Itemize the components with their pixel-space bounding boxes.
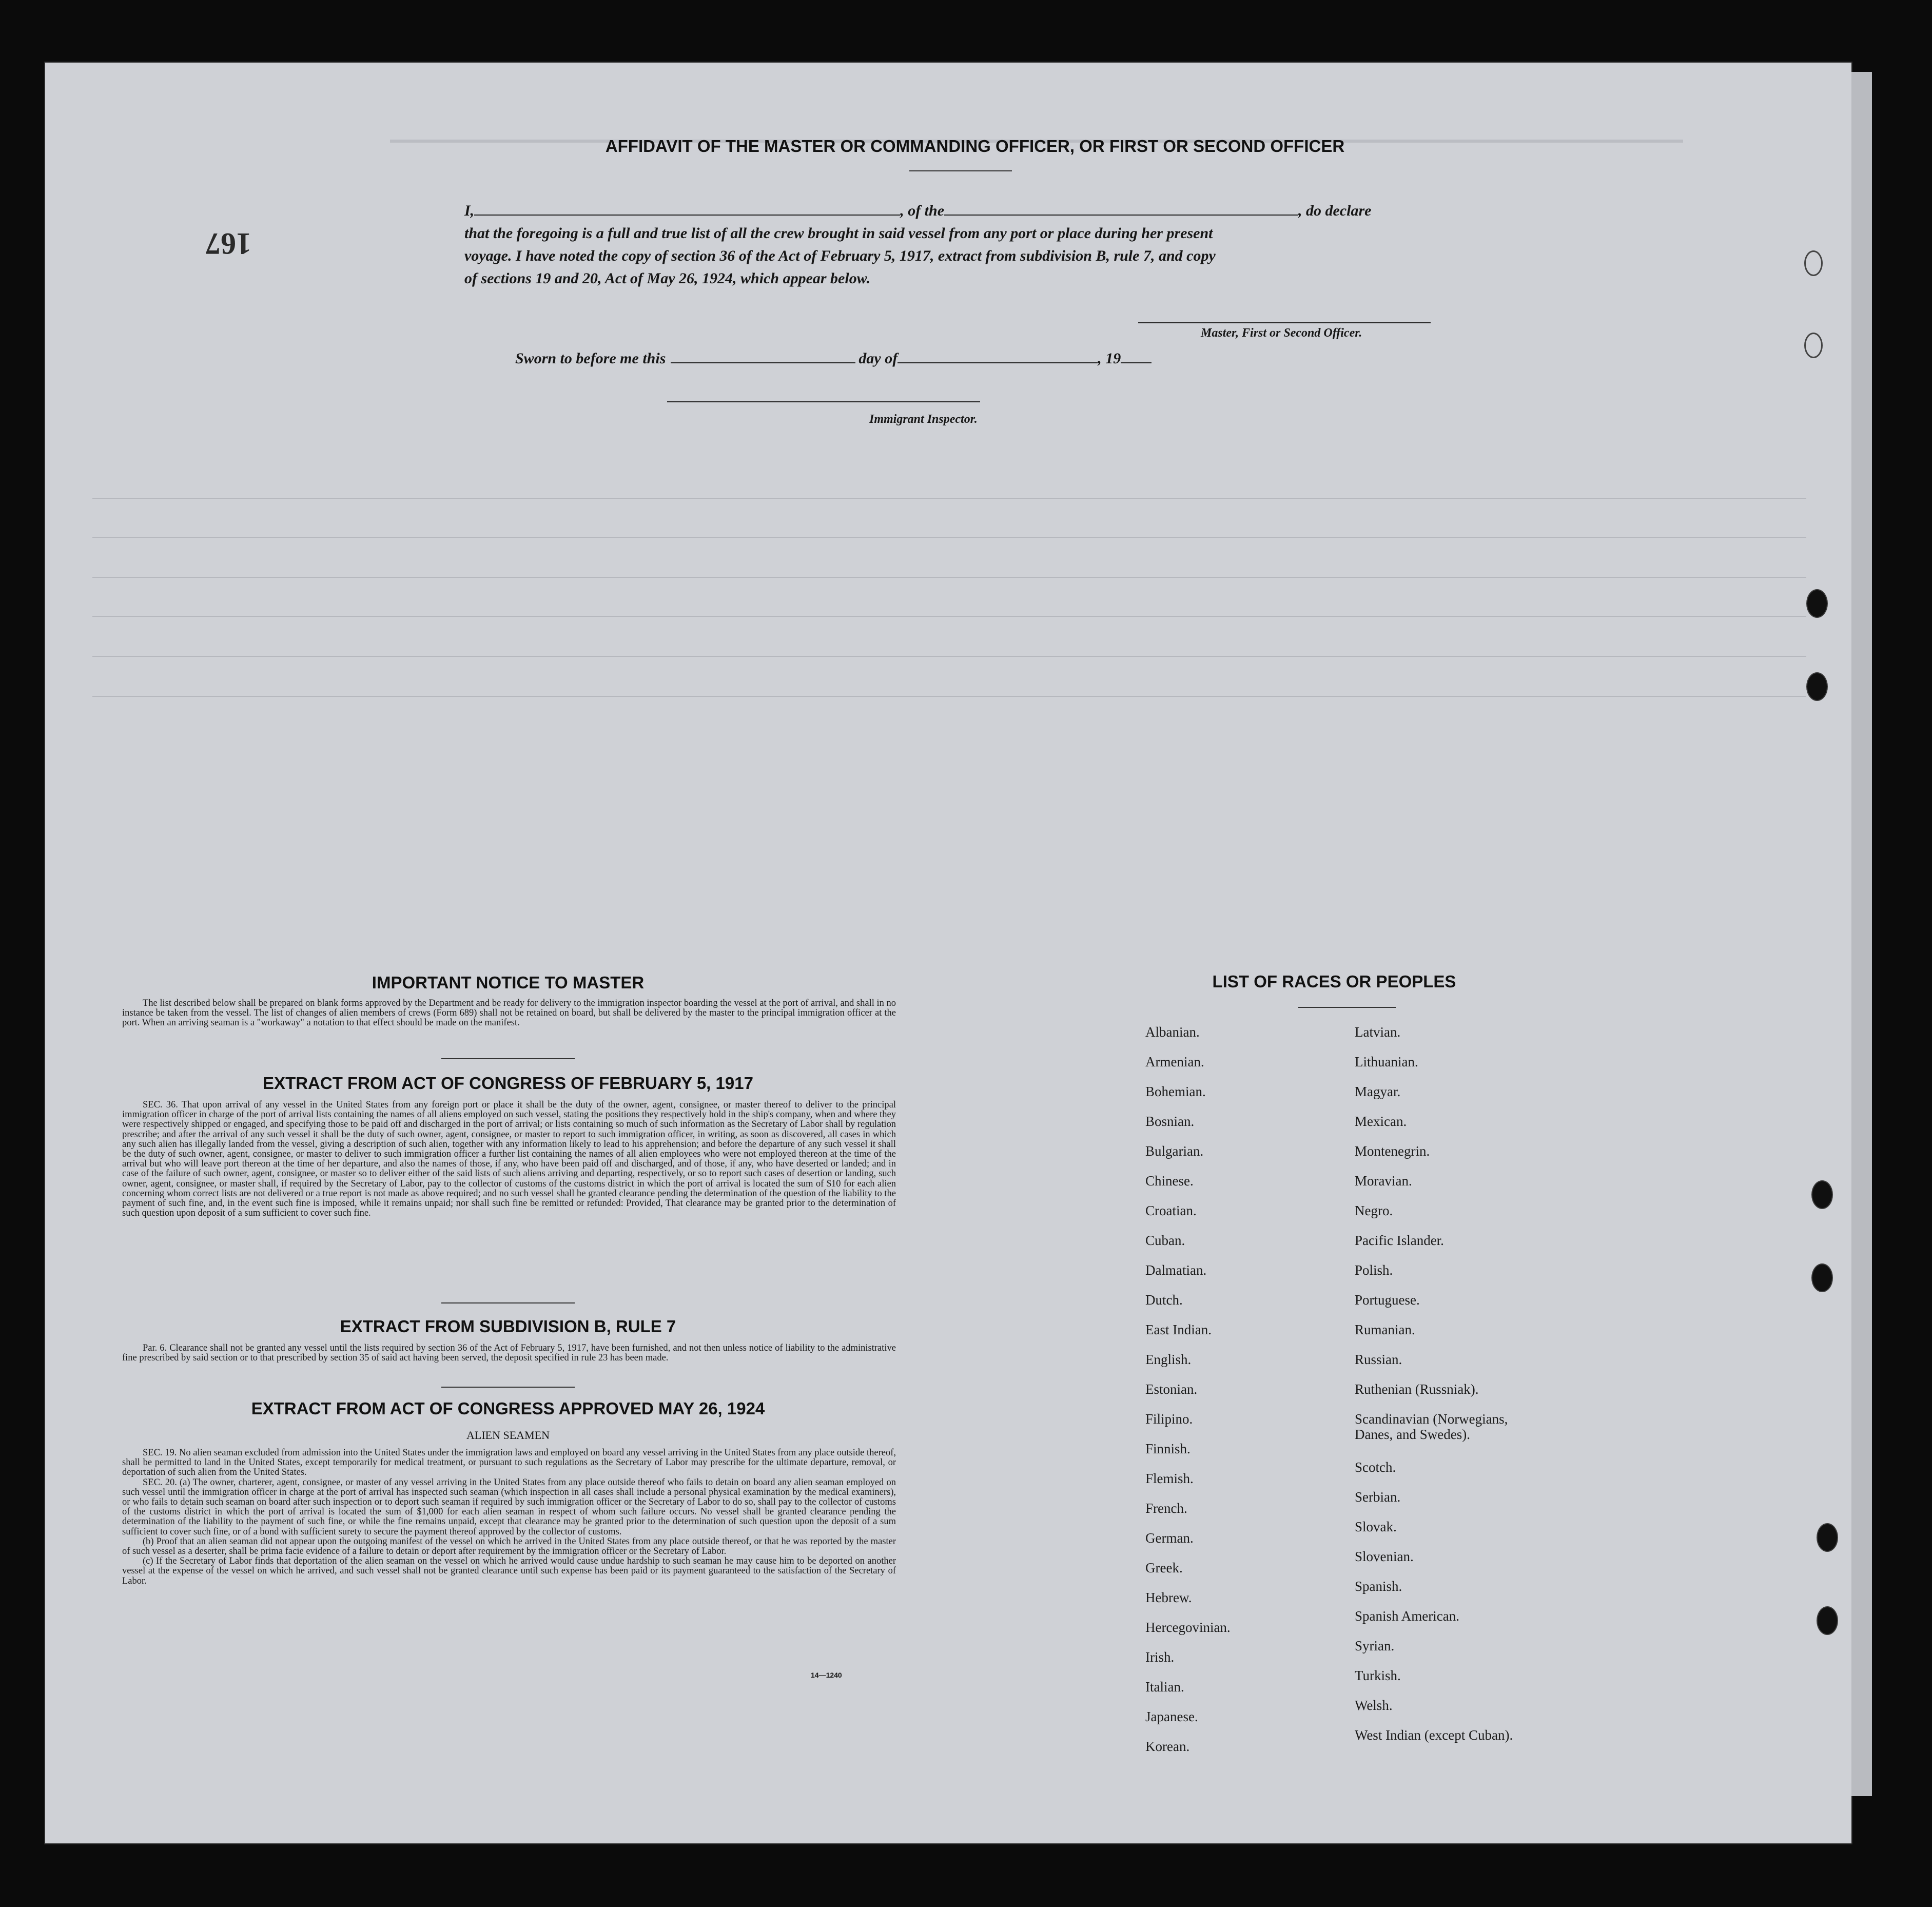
form-number: 14—1240: [811, 1671, 842, 1679]
race-item: Rumanian.: [1355, 1322, 1415, 1337]
sworn-year-blank[interactable]: [1121, 347, 1152, 363]
vessel-blank[interactable]: [944, 199, 1298, 216]
race-item: Spanish.: [1355, 1579, 1402, 1594]
race-item: East Indian.: [1145, 1322, 1212, 1337]
master-signature-line[interactable]: [1138, 322, 1431, 323]
race-item: Slovak.: [1355, 1519, 1397, 1534]
sheet-edge: [1851, 72, 1872, 1796]
bleed-through-rule: [92, 616, 1806, 617]
binding-hole-icon: [1811, 1180, 1833, 1209]
race-item: Albanian.: [1145, 1024, 1200, 1040]
race-item: Welsh.: [1355, 1698, 1393, 1713]
race-item: Scandinavian (Norwegians, Danes, and Swedes).: [1355, 1411, 1508, 1442]
race-item: Hebrew.: [1145, 1590, 1192, 1605]
race-item: Finnish.: [1145, 1441, 1191, 1456]
affidavit-line-3: voyage. I have noted the copy of section 36 of the Act of February 5, 1917, extract from subdivision B, rule 7, and copy: [464, 247, 1216, 264]
race-item: Syrian.: [1355, 1638, 1395, 1653]
sworn-prefix: Sworn to before me this: [515, 350, 666, 367]
sec-20c-paragraph: (c) If the Secretary of Labor finds that deportation of the alien seaman on the vessel on which he arrived would cause undue hardship to such seaman he may cause him to be deported on another vessel at the expense of the vessel on which he arrived, and such vessel shall not be granted clearance until such expense has been paid or its payment guaranteed to the satisfaction of the Secretary of Labor.: [122, 1556, 896, 1586]
races-right-column: [1355, 1024, 1683, 1757]
race-item: Irish.: [1145, 1649, 1175, 1665]
title-rule: [909, 170, 1012, 171]
races-left-column: [1145, 1024, 1340, 1768]
alien-seamen-subtitle: ALIEN SEAMEN: [466, 1429, 550, 1442]
section-rule: [441, 1387, 575, 1388]
race-item: Hercegovinian.: [1145, 1620, 1231, 1635]
sworn-day-of: day of: [858, 350, 898, 367]
race-item: Ruthenian (Russniak).: [1355, 1381, 1479, 1397]
race-item: Negro.: [1355, 1203, 1393, 1218]
sec-19-paragraph: SEC. 19. No alien seaman excluded from admission into the United States under the immigration laws and employed on board any vessel arriving in the United States from any place outside thereof, shall be permitted to land in the United States, except temporarily for medical treatment, or pursuant to such regulations as the Secretary of Labor may prescribe for the ultimate departure, removal, or deportation of such alien from the United States.: [122, 1448, 896, 1478]
race-item: Greek.: [1145, 1560, 1183, 1575]
name-blank[interactable]: [474, 199, 900, 216]
sworn-month-blank[interactable]: [897, 347, 1098, 363]
race-item: Russian.: [1355, 1352, 1402, 1367]
race-item: Pacific Islander.: [1355, 1233, 1444, 1248]
extract-1924-title: EXTRACT FROM ACT OF CONGRESS APPROVED MAY 26, 1924: [251, 1399, 765, 1418]
affidavit-i: I,: [464, 202, 475, 219]
sworn-date-blank[interactable]: [671, 347, 855, 363]
race-item: Moravian.: [1355, 1173, 1412, 1189]
race-item: Polish.: [1355, 1262, 1393, 1278]
bleed-through-rule: [92, 537, 1806, 538]
sworn-line: [515, 347, 1152, 367]
affidavit-title: AFFIDAVIT OF THE MASTER OR COMMANDING OFFICER, OR FIRST OR SECOND OFFICER: [605, 137, 1345, 155]
race-item: Cuban.: [1145, 1233, 1185, 1248]
race-item: Serbian.: [1355, 1489, 1401, 1505]
race-item: Spanish American.: [1355, 1608, 1459, 1624]
binding-hole-icon: [1811, 1263, 1833, 1292]
extract-1917-title: EXTRACT FROM ACT OF CONGRESS OF FEBRUARY 5, 1917: [263, 1074, 753, 1093]
binding-hole-icon: [1804, 250, 1823, 276]
notice-paragraph: The list described below shall be prepared on blank forms approved by the Department and be ready for delivery to the immigration inspector boarding the vessel at the port of arrival, and shall in no instance be taken from the vessel. The list of changes of alien members of crews (Form 689) shall not be retained on board, but shall be delivered by the master to the principal immigration officer at the port. When an arriving seaman is a "workaway" a notation to that effect should be made on the manifest.: [122, 998, 896, 1028]
bleed-through-rule: [92, 577, 1806, 578]
affidavit-of-the: , of the: [900, 202, 945, 219]
binding-hole-icon: [1806, 672, 1828, 701]
race-item: Filipino.: [1145, 1411, 1193, 1427]
race-item: Dutch.: [1145, 1292, 1183, 1308]
races-title: LIST OF RACES OR PEOPLES: [1212, 972, 1456, 991]
binding-hole-icon: [1817, 1606, 1838, 1635]
bleed-through-rule: [92, 656, 1806, 657]
race-item: Bosnian.: [1145, 1114, 1195, 1129]
race-item: Italian.: [1145, 1679, 1184, 1695]
race-item: Estonian.: [1145, 1381, 1198, 1397]
race-item: Korean.: [1145, 1739, 1190, 1754]
bleed-through-rule: [92, 696, 1806, 697]
sec-20b-paragraph: (b) Proof that an alien seaman did not appear upon the outgoing manifest of the vessel on which he arrived in the United States from any place outside thereof, or that he was reported by the master of such vessel as a deserter, shall be prima facie evidence of a failure to detain or deport after requirement by the immigration officer or the Secretary of Labor.: [122, 1536, 896, 1557]
par-6-paragraph: Par. 6. Clearance shall not be granted any vessel until the lists required by section 36 of the Act of February 5, 1917, have been furnished, and not then unless notice of liability to the administrative fine prescribed by said section or to that prescribed by section 35 of said act having been served, the deposit specified in rule 23 has been made.: [122, 1343, 896, 1364]
inspector-signature-line[interactable]: [667, 401, 980, 402]
race-item: Slovenian.: [1355, 1549, 1414, 1564]
race-item: Flemish.: [1145, 1471, 1194, 1486]
race-item: Turkish.: [1355, 1668, 1401, 1683]
notice-title: IMPORTANT NOTICE TO MASTER: [372, 973, 645, 992]
race-item: German.: [1145, 1530, 1194, 1546]
section-rule: [441, 1058, 575, 1059]
affidavit-line-2: that the foregoing is a full and true list of all the crew brought in said vessel from any port or place during her present: [464, 225, 1213, 242]
race-item: Bohemian.: [1145, 1084, 1206, 1099]
binding-hole-icon: [1804, 333, 1823, 358]
race-item: Dalmatian.: [1145, 1262, 1207, 1278]
race-item: West Indian (except Cuban).: [1355, 1727, 1513, 1743]
affidavit-body: [464, 199, 1465, 290]
binding-hole-icon: [1806, 589, 1828, 618]
binding-hole-icon: [1817, 1523, 1838, 1552]
race-item: Croatian.: [1145, 1203, 1197, 1218]
race-item: Lithuanian.: [1355, 1054, 1418, 1069]
master-caption: Master, First or Second Officer.: [1201, 326, 1362, 340]
affidavit-declare: , do declare: [1298, 202, 1372, 219]
bleed-through-rule: [92, 498, 1806, 499]
race-item: English.: [1145, 1352, 1192, 1367]
section-rule: [441, 1302, 575, 1303]
sworn-year: , 19: [1098, 350, 1121, 367]
race-item: Chinese.: [1145, 1173, 1194, 1189]
notice-text: [122, 999, 896, 1028]
race-item: Japanese.: [1145, 1709, 1198, 1724]
race-item: French.: [1145, 1501, 1187, 1516]
race-item: Bulgarian.: [1145, 1143, 1204, 1159]
rule-7-text: [122, 1344, 896, 1363]
rule-7-title: EXTRACT FROM SUBDIVISION B, RULE 7: [340, 1317, 676, 1336]
sec-36-paragraph: SEC. 36. That upon arrival of any vessel in the United States from any foreign port or place it shall be the duty of the owner, agent, consignee, or master thereof to deliver to the principal immigration officer in charge of the port of arrival lists containing the names of all aliens employed on such vessel, stating the positions they respectively hold in the ship's company, when and where they were respectively shipped or engaged, and specifying those to be paid off and discharged in the port of arrival; or lists containing so much of such information as the Secretary of Labor shall by regulation prescribe; and after the arrival of any such vessel it shall be the duty of such owner, agent, consignee, or master to report to such immigration officer, in writing, as soon as discovered, all cases in which any such alien has illegally landed from the vessel, giving a description of such alien, together with any information likely to lead to his apprehension; and before the departure of any such vessel it shall be the duty of such owner, agent, consignee, or master to deliver to such immigration officer a further list containing the names of all alien employees who were not employed thereon at the time of the arrival but who will leave port thereon at the time of her departure, and also the names of those, if any, who have been paid off and discharged, and of those, if any, who have deserted or landed; and in case of the failure of such owner, agent, consignee, or master so to deliver either of the said lists of such aliens arriving and departing, respectively, or so to report such cases of desertion or landing, such owner, agent, consignee, or master shall, if required by the Secretary of Labor, pay to the collector of customs of the customs district in which the port of arrival is located the sum of $10 for each alien concerning whom correct lists are not delivered or a true report is not made as above required; and no such vessel shall be granted clearance pending the determination of the question of the liability to the payment of such fine, and, in the event such fine is imposed, while it remains unpaid; nor shall such fine be remitted or refunded: Provided, That clearance may be granted prior to the determination of such question upon deposit of a sum sufficient to cover such fine.: [122, 1100, 896, 1219]
race-item: Montenegrin.: [1355, 1143, 1430, 1159]
extract-1924-text: [122, 1448, 896, 1586]
extract-1917-text: [122, 1100, 896, 1218]
sec-20a-paragraph: SEC. 20. (a) The owner, charterer, agent, consignee, or master of any vessel arriving in the United States from any place outside thereof who fails to detain on board any alien seaman employed on such vessel until the immigration officer in charge at the port of arrival has inspected such seaman (which inspection in all cases shall include a personal physical examination by the medical examiners), or who fails to detain such seaman on board after such inspection or to deport such seaman if required by such immigration officer or the Secretary of Labor to do so, shall pay to the collector of customs of the customs district in which the port of arrival is located the sum of $1,000 for each alien seaman in respect of whom such failure occurs. No vessel shall be granted clearance pending the determination of the liability to the payment of such fine, or while the fine remains unpaid, except that clearance may be granted prior to the determination of such question upon the deposit of a sum sufficient to cover such fine, or of a bond with sufficient surety to secure the payment thereof approved by the collector of customs.: [122, 1477, 896, 1537]
race-item: Magyar.: [1355, 1084, 1401, 1099]
race-item: Scotch.: [1355, 1460, 1396, 1475]
race-item: Armenian.: [1145, 1054, 1204, 1069]
race-item: Mexican.: [1355, 1114, 1407, 1129]
race-item: Portuguese.: [1355, 1292, 1420, 1308]
handwritten-stamp: 167: [205, 227, 251, 261]
affidavit-line-1: [464, 199, 1465, 222]
races-rule: [1298, 1007, 1396, 1008]
inspector-caption: Immigrant Inspector.: [869, 413, 978, 426]
affidavit-line-4: of sections 19 and 20, Act of May 26, 1924, which appear below.: [464, 270, 871, 287]
race-item: Latvian.: [1355, 1024, 1401, 1040]
